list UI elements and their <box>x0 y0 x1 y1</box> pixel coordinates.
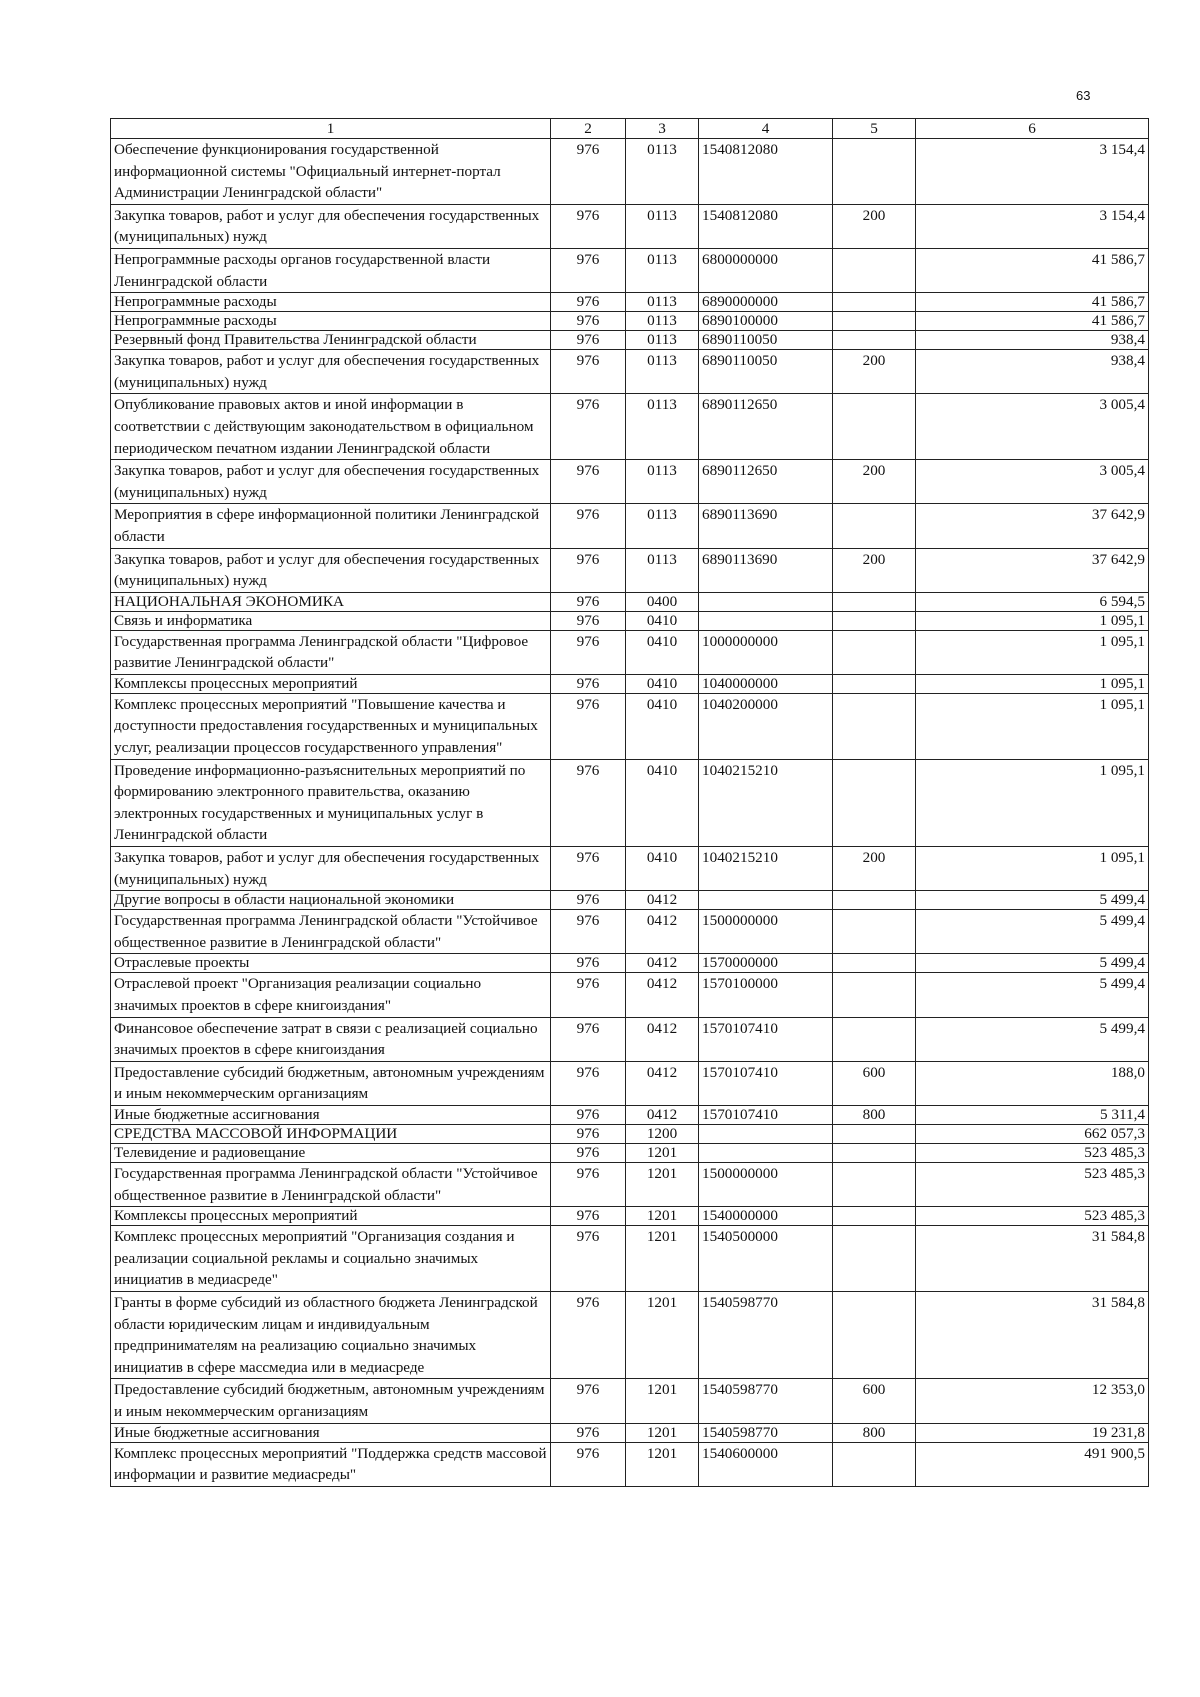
row-code-4: 1040000000 <box>699 674 833 693</box>
row-code-5: 200 <box>833 204 916 248</box>
row-name: СРЕДСТВА МАССОВОЙ ИНФОРМАЦИИ <box>111 1124 551 1143</box>
row-code-5 <box>833 331 916 350</box>
table-header-row <box>111 119 1149 139</box>
row-amount: 37 642,9 <box>916 504 1149 548</box>
row-code-4: 1540600000 <box>699 1442 833 1486</box>
row-name: Комплекс процессных мероприятий "Организация создания и реализации социальной рекламы и социально значимых инициатив в медиасреде" <box>111 1226 551 1292</box>
row-code-2: 976 <box>551 1124 626 1143</box>
row-name: Мероприятия в сфере информационной политики Ленинградской области <box>111 504 551 548</box>
row-amount: 491 900,5 <box>916 1442 1149 1486</box>
row-code-3: 0410 <box>626 693 699 759</box>
row-code-2: 976 <box>551 293 626 312</box>
row-code-4 <box>699 592 833 611</box>
row-amount: 41 586,7 <box>916 293 1149 312</box>
row-name: Отраслевой проект "Организация реализации социально значимых проектов в сфере книгоиздания" <box>111 973 551 1017</box>
table-row <box>111 548 1149 592</box>
row-code-3: 0410 <box>626 759 699 846</box>
row-code-3: 0113 <box>626 460 699 504</box>
row-code-5: 800 <box>833 1105 916 1124</box>
row-code-3: 1201 <box>626 1379 699 1423</box>
page-number: 63 <box>1076 88 1091 103</box>
row-code-4: 1540598770 <box>699 1291 833 1378</box>
row-code-5 <box>833 1124 916 1143</box>
row-code-5: 600 <box>833 1379 916 1423</box>
row-code-3: 1201 <box>626 1291 699 1378</box>
row-code-2: 976 <box>551 674 626 693</box>
row-name: Непрограммные расходы органов государственной власти Ленинградской области <box>111 248 551 292</box>
table-row <box>111 1226 1149 1292</box>
row-amount: 938,4 <box>916 331 1149 350</box>
table-row <box>111 1061 1149 1105</box>
row-amount: 1 095,1 <box>916 674 1149 693</box>
row-name: Закупка товаров, работ и услуг для обеспечения государственных (муниципальных) нужд <box>111 548 551 592</box>
row-code-5 <box>833 248 916 292</box>
row-code-3: 0412 <box>626 1017 699 1061</box>
row-amount: 19 231,8 <box>916 1423 1149 1442</box>
row-amount: 5 499,4 <box>916 954 1149 973</box>
table-row <box>111 1423 1149 1442</box>
row-amount: 3 005,4 <box>916 394 1149 460</box>
row-code-5 <box>833 1143 916 1162</box>
row-name: Комплекс процессных мероприятий "Поддержка средств массовой информации и развитие медиасреды" <box>111 1442 551 1486</box>
row-code-5 <box>833 592 916 611</box>
row-name: Предоставление субсидий бюджетным, автономным учреждениям и иным некоммерческим организациям <box>111 1061 551 1105</box>
row-code-2: 976 <box>551 1105 626 1124</box>
row-name: Обеспечение функционирования государственной информационной системы "Официальный интернет-портал Администрации Ленинградской области" <box>111 139 551 205</box>
row-code-4: 1040200000 <box>699 693 833 759</box>
row-code-2: 976 <box>551 891 626 910</box>
row-code-2: 976 <box>551 548 626 592</box>
row-amount: 1 095,1 <box>916 630 1149 674</box>
row-code-2: 976 <box>551 611 626 630</box>
row-code-2: 976 <box>551 1017 626 1061</box>
row-amount: 5 311,4 <box>916 1105 1149 1124</box>
row-code-5 <box>833 693 916 759</box>
row-name: Комплексы процессных мероприятий <box>111 674 551 693</box>
row-code-4: 6890110050 <box>699 331 833 350</box>
row-code-4: 6890113690 <box>699 504 833 548</box>
row-name: Гранты в форме субсидий из областного бюджета Ленинградской области юридическим лицам и индивидуальным предпринимателям на реализацию социально значимых инициатив в сфере массмедиа или в медиасреде <box>111 1291 551 1378</box>
row-code-4: 1570107410 <box>699 1061 833 1105</box>
row-code-4 <box>699 1124 833 1143</box>
row-code-4: 6890112650 <box>699 460 833 504</box>
row-name: Резервный фонд Правительства Ленинградской области <box>111 331 551 350</box>
row-code-2: 976 <box>551 204 626 248</box>
row-code-3: 1201 <box>626 1143 699 1162</box>
row-name: Непрограммные расходы <box>111 293 551 312</box>
table-row <box>111 1017 1149 1061</box>
row-code-4: 1540500000 <box>699 1226 833 1292</box>
row-code-4: 1540000000 <box>699 1207 833 1226</box>
table-row <box>111 611 1149 630</box>
row-amount: 523 485,3 <box>916 1143 1149 1162</box>
row-code-3: 0412 <box>626 891 699 910</box>
row-code-3: 0113 <box>626 548 699 592</box>
table-row <box>111 910 1149 954</box>
header-col-5: 5 <box>833 119 916 139</box>
row-code-4: 6890100000 <box>699 312 833 331</box>
row-code-2: 976 <box>551 1379 626 1423</box>
table-row <box>111 1105 1149 1124</box>
row-amount: 37 642,9 <box>916 548 1149 592</box>
header-col-4: 4 <box>699 119 833 139</box>
row-name: Закупка товаров, работ и услуг для обеспечения государственных (муниципальных) нужд <box>111 204 551 248</box>
row-code-5: 600 <box>833 1061 916 1105</box>
row-code-5: 200 <box>833 548 916 592</box>
row-code-5 <box>833 293 916 312</box>
table-row <box>111 204 1149 248</box>
row-code-2: 976 <box>551 1207 626 1226</box>
row-code-5 <box>833 973 916 1017</box>
row-code-3: 0113 <box>626 331 699 350</box>
row-amount: 12 353,0 <box>916 1379 1149 1423</box>
row-code-3: 0412 <box>626 1061 699 1105</box>
row-code-5 <box>833 1017 916 1061</box>
row-code-4: 1000000000 <box>699 630 833 674</box>
row-name: Непрограммные расходы <box>111 312 551 331</box>
row-code-2: 976 <box>551 1226 626 1292</box>
row-name: НАЦИОНАЛЬНАЯ ЭКОНОМИКА <box>111 592 551 611</box>
table-row <box>111 1442 1149 1486</box>
row-amount: 938,4 <box>916 350 1149 394</box>
row-code-2: 976 <box>551 693 626 759</box>
table-row <box>111 331 1149 350</box>
table-row <box>111 504 1149 548</box>
row-code-3: 1201 <box>626 1162 699 1206</box>
table-row <box>111 1143 1149 1162</box>
table-row <box>111 293 1149 312</box>
row-amount: 3 154,4 <box>916 204 1149 248</box>
row-amount: 5 499,4 <box>916 891 1149 910</box>
row-code-3: 0412 <box>626 1105 699 1124</box>
table-row <box>111 973 1149 1017</box>
row-code-2: 976 <box>551 1162 626 1206</box>
row-name: Государственная программа Ленинградской области "Устойчивое общественное развитие в Ленинградской области" <box>111 1162 551 1206</box>
table-row <box>111 460 1149 504</box>
row-code-5 <box>833 1291 916 1378</box>
table-row <box>111 1162 1149 1206</box>
row-code-3: 0410 <box>626 674 699 693</box>
row-code-4 <box>699 611 833 630</box>
row-code-3: 0410 <box>626 611 699 630</box>
table-row <box>111 1379 1149 1423</box>
table-row <box>111 630 1149 674</box>
row-name: Закупка товаров, работ и услуг для обеспечения государственных (муниципальных) нужд <box>111 847 551 891</box>
row-code-4: 6890000000 <box>699 293 833 312</box>
row-amount: 523 485,3 <box>916 1207 1149 1226</box>
row-amount: 1 095,1 <box>916 847 1149 891</box>
table-row <box>111 674 1149 693</box>
row-code-5 <box>833 910 916 954</box>
table-body <box>111 139 1149 1487</box>
header-col-1: 1 <box>111 119 551 139</box>
row-name: Иные бюджетные ассигнования <box>111 1105 551 1124</box>
table-row <box>111 248 1149 292</box>
row-name: Комплексы процессных мероприятий <box>111 1207 551 1226</box>
row-code-4 <box>699 1143 833 1162</box>
row-code-4: 1570107410 <box>699 1105 833 1124</box>
row-code-3: 0113 <box>626 293 699 312</box>
table-row <box>111 1207 1149 1226</box>
row-code-3: 1201 <box>626 1207 699 1226</box>
row-code-4: 1570000000 <box>699 954 833 973</box>
row-name: Государственная программа Ленинградской области "Цифровое развитие Ленинградской области" <box>111 630 551 674</box>
row-amount: 31 584,8 <box>916 1226 1149 1292</box>
table-row <box>111 350 1149 394</box>
row-code-4: 1500000000 <box>699 1162 833 1206</box>
row-code-3: 0113 <box>626 504 699 548</box>
row-code-4: 1570100000 <box>699 973 833 1017</box>
table-row <box>111 954 1149 973</box>
row-code-2: 976 <box>551 1423 626 1442</box>
row-name: Закупка товаров, работ и услуг для обеспечения государственных (муниципальных) нужд <box>111 350 551 394</box>
row-code-5: 200 <box>833 460 916 504</box>
row-name: Опубликование правовых актов и иной информации в соответствии с действующим законодательством в официальном периодическом печатном издании Ленинградской области <box>111 394 551 460</box>
row-code-2: 976 <box>551 592 626 611</box>
table-row <box>111 312 1149 331</box>
row-code-5 <box>833 312 916 331</box>
row-code-3: 0113 <box>626 350 699 394</box>
row-code-3: 0410 <box>626 630 699 674</box>
table-row <box>111 592 1149 611</box>
row-name: Предоставление субсидий бюджетным, автономным учреждениям и иным некоммерческим организациям <box>111 1379 551 1423</box>
row-code-4: 1540598770 <box>699 1423 833 1442</box>
table-row <box>111 847 1149 891</box>
row-code-4 <box>699 891 833 910</box>
row-code-5 <box>833 674 916 693</box>
row-code-2: 976 <box>551 312 626 331</box>
row-code-5 <box>833 630 916 674</box>
row-code-3: 0412 <box>626 954 699 973</box>
row-amount: 523 485,3 <box>916 1162 1149 1206</box>
row-amount: 188,0 <box>916 1061 1149 1105</box>
table-row <box>111 693 1149 759</box>
row-code-3: 1201 <box>626 1442 699 1486</box>
row-code-2: 976 <box>551 1291 626 1378</box>
row-code-2: 976 <box>551 973 626 1017</box>
row-code-3: 1201 <box>626 1226 699 1292</box>
row-code-2: 976 <box>551 1143 626 1162</box>
row-code-5 <box>833 891 916 910</box>
row-amount: 41 586,7 <box>916 312 1149 331</box>
table-row <box>111 759 1149 846</box>
row-code-5 <box>833 394 916 460</box>
row-amount: 5 499,4 <box>916 973 1149 1017</box>
row-name: Связь и информатика <box>111 611 551 630</box>
row-name: Проведение информационно-разъяснительных мероприятий по формированию электронного правительства, оказанию электронных государственных и муниципальных услуг в Ленинградской области <box>111 759 551 846</box>
row-code-5 <box>833 1442 916 1486</box>
table-row <box>111 139 1149 205</box>
row-name: Закупка товаров, работ и услуг для обеспечения государственных (муниципальных) нужд <box>111 460 551 504</box>
header-col-2: 2 <box>551 119 626 139</box>
row-code-3: 0410 <box>626 847 699 891</box>
row-code-5 <box>833 1162 916 1206</box>
row-code-2: 976 <box>551 910 626 954</box>
row-name: Финансовое обеспечение затрат в связи с реализацией социально значимых проектов в сфере книгоиздания <box>111 1017 551 1061</box>
row-amount: 6 594,5 <box>916 592 1149 611</box>
row-name: Государственная программа Ленинградской области "Устойчивое общественное развитие в Ленинградской области" <box>111 910 551 954</box>
row-amount: 5 499,4 <box>916 910 1149 954</box>
row-code-5 <box>833 1226 916 1292</box>
row-code-2: 976 <box>551 248 626 292</box>
row-code-4: 6800000000 <box>699 248 833 292</box>
row-amount: 41 586,7 <box>916 248 1149 292</box>
row-amount: 3 005,4 <box>916 460 1149 504</box>
row-code-3: 1201 <box>626 1423 699 1442</box>
row-code-5 <box>833 139 916 205</box>
row-code-5: 200 <box>833 847 916 891</box>
row-code-4: 6890112650 <box>699 394 833 460</box>
row-code-5 <box>833 954 916 973</box>
row-code-4: 1040215210 <box>699 759 833 846</box>
row-code-2: 976 <box>551 331 626 350</box>
row-amount: 662 057,3 <box>916 1124 1149 1143</box>
row-code-3: 0113 <box>626 204 699 248</box>
row-amount: 1 095,1 <box>916 611 1149 630</box>
budget-table <box>110 118 1149 1487</box>
row-code-4: 1040215210 <box>699 847 833 891</box>
row-name: Телевидение и радиовещание <box>111 1143 551 1162</box>
row-code-5 <box>833 1207 916 1226</box>
table-row <box>111 1124 1149 1143</box>
row-code-3: 1200 <box>626 1124 699 1143</box>
row-code-4: 1540598770 <box>699 1379 833 1423</box>
row-amount: 3 154,4 <box>916 139 1149 205</box>
table-row <box>111 394 1149 460</box>
table-row <box>111 1291 1149 1378</box>
row-code-3: 0113 <box>626 248 699 292</box>
row-code-2: 976 <box>551 460 626 504</box>
row-code-2: 976 <box>551 1061 626 1105</box>
row-amount: 1 095,1 <box>916 693 1149 759</box>
table-row <box>111 891 1149 910</box>
row-amount: 1 095,1 <box>916 759 1149 846</box>
row-code-5 <box>833 504 916 548</box>
row-code-3: 0412 <box>626 910 699 954</box>
row-code-3: 0113 <box>626 139 699 205</box>
row-code-2: 976 <box>551 847 626 891</box>
row-code-4: 6890113690 <box>699 548 833 592</box>
row-code-5 <box>833 611 916 630</box>
row-code-4: 1540812080 <box>699 204 833 248</box>
header-col-6: 6 <box>916 119 1149 139</box>
row-amount: 31 584,8 <box>916 1291 1149 1378</box>
row-name: Отраслевые проекты <box>111 954 551 973</box>
row-code-3: 0400 <box>626 592 699 611</box>
header-col-3: 3 <box>626 119 699 139</box>
row-code-4: 1500000000 <box>699 910 833 954</box>
row-code-3: 0113 <box>626 312 699 331</box>
row-code-2: 976 <box>551 350 626 394</box>
row-name: Иные бюджетные ассигнования <box>111 1423 551 1442</box>
row-code-4: 1570107410 <box>699 1017 833 1061</box>
row-code-3: 0113 <box>626 394 699 460</box>
row-code-2: 976 <box>551 630 626 674</box>
row-code-5: 800 <box>833 1423 916 1442</box>
row-code-2: 976 <box>551 1442 626 1486</box>
row-code-5 <box>833 759 916 846</box>
row-amount: 5 499,4 <box>916 1017 1149 1061</box>
row-code-2: 976 <box>551 394 626 460</box>
row-code-2: 976 <box>551 139 626 205</box>
row-code-2: 976 <box>551 954 626 973</box>
row-name: Другие вопросы в области национальной экономики <box>111 891 551 910</box>
row-code-2: 976 <box>551 504 626 548</box>
row-code-3: 0412 <box>626 973 699 1017</box>
row-code-5: 200 <box>833 350 916 394</box>
row-code-4: 6890110050 <box>699 350 833 394</box>
row-code-4: 1540812080 <box>699 139 833 205</box>
row-name: Комплекс процессных мероприятий "Повышение качества и доступности предоставления государственных и муниципальных услуг, реализации процессов государственного управления" <box>111 693 551 759</box>
row-code-2: 976 <box>551 759 626 846</box>
